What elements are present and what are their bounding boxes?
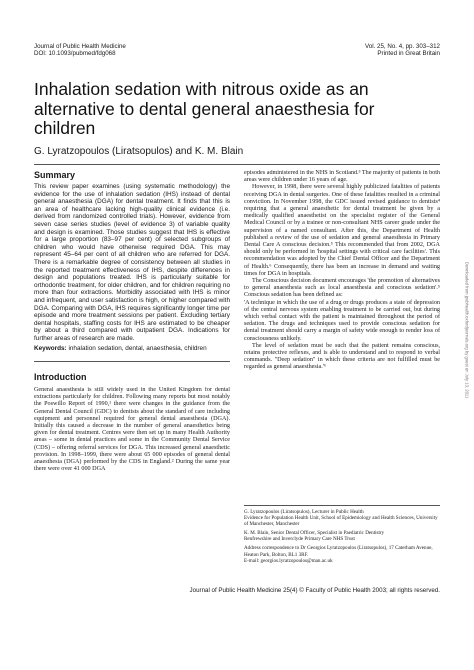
authors: G. Lyratzopoulos (Liratsopulos) and K. M. Blain <box>34 146 244 157</box>
keywords <box>34 345 230 353</box>
download-watermark: Downloaded from jpubhealth.oxfordjournals.org by guest on July 13, 2011 <box>464 261 470 399</box>
summary-paragraph: This review paper examines (using systematic methodology) the evidence for the use of inhalation sedation (IHS) instead of dental general anaesthesia (DGA) for dental treatment. It finds that this is an area of healthcare lacking high-quality clinical evidence (i.e. derived from randomized controlled trials). However, evidence from seven case series studies (level of evidence 3) of variable quality and design is examined. Those studies suggest that IHS is effective for a large proportion (83–97 per cent) of selected subgroups of children who would have otherwise required DGA. This may represent 45–64 per cent of all children who are referred for DGA. There is a remarkable degree of consistency between all studies in the reported treatment effectiveness of IHS, despite differences in design and populations treated. IHS is particularly suitable for orthodontic treatment, for older children, and for children requiring no more than four extractions. Morbidity associated with IHS is minor and infrequent, and user satisfaction is high, or higher compared with DGA. Comparing with DGA, IHS requires significantly longer time per episode and more treatment sessions per patient. Excluding tertiary dental hospitals, staffing costs for IHS are estimated to be cheaper by about a third compared with outpatient DGA. Indications for further areas of research are made. <box>34 183 230 342</box>
author-affiliations <box>244 509 440 564</box>
definition-quote: 'A technique in which the use of a drug or drugs produces a state of depression of the central nervous system enabling treatment to be carried out, but during which verbal contact with the patient is maintained throughout the period of sedation. The drugs and techniques used to provide conscious sedation for dental treatment should carry a margin of safety wide enough to render loss of consciousness unlikely. <box>244 299 440 342</box>
right-column-text <box>244 170 440 502</box>
correspondence-email: E-mail: georgios.lyratzopoulos@man.ac.uk <box>244 557 333 564</box>
affiliation-2-detail: Renfrewshire and Inverclyde Primary Care NHS Trust <box>244 536 355 543</box>
summary-divider <box>34 361 230 362</box>
affiliation-2: K. M. Blain, Senior Dental Officer, Specialist in Paediatric Dentistry <box>244 530 385 537</box>
correspondence-address: Address correspondence to Dr Georgios Lyratzopoulos (Liratsopulos), 17 Caterham Avenue, Heaton Park, Bolton, BL1 3RF. <box>244 545 433 558</box>
journal-name: Journal of Public Health Medicine <box>34 43 126 50</box>
article-title <box>34 80 454 139</box>
page-footer: Journal of Public Health Medicine 25(4) © Faculty of Public Health 2003; all rights reserved. <box>189 587 440 594</box>
title-line-2: alternative to dental general anaesthesia for <box>34 98 375 119</box>
affiliation-1: G. Lyratzopoulos (Liratsopulos), Lecturer in Public Health <box>244 509 364 515</box>
body-paragraph-3: The Conscious decision document encourages 'the promotion of alternatives to general anaesthesia such as local anaesthesia and conscious sedation'.⁵ Conscious sedation has been defined as: <box>244 278 440 299</box>
affiliation-1-detail: Evidence for Population Health Unit, School of Epidemiology and Health Sciences, University of Manchester, Manchester <box>244 515 438 528</box>
printed-location: Printed in Great Britain <box>377 50 440 58</box>
introduction-heading: Introduction <box>34 372 87 382</box>
keywords-text: inhalation sedation, dental, anaesthesia, children <box>68 345 207 352</box>
body-paragraph-4: The level of sedation must be such that the patient remains conscious, retains protective reflexes, and is able to understand and to respond to verbal commands. "Deep sedation" in which these criteria are not fulfilled must be regarded as general anaesthesia.'⁶ <box>244 342 440 371</box>
introduction-text <box>34 387 230 583</box>
body-paragraph-2: However, in 1998, there were several highly publicized fatalities of patients receiving DGA in dental surgeries. One of these fatalities resulted in a criminal conviction. In November 1998, the GDC issued revised guidance to dentists⁴ requiring that a general anaesthetic for dental treatment be given by a medically qualified anaesthetist on the specialist register of the General Medical Council or by a trainee or non-consultant NHS career grade under the supervision of a named consultant. After this, the Department of Health published a review of the use of sedation and general anaesthesia in Primary Dental Care A conscious decision.⁵ This recommended that from 2002, DGA should only be performed in 'hospital settings with critical care facilities'. This recommendation was adopted by the Chief Dental Officer and the Department of Health.⁶ Consequently, there has been an increase in demand and waiting times for DGA in hospitals. <box>244 184 440 277</box>
title-line-1: Inhalation sedation with nitrous oxide as an <box>34 79 369 99</box>
summary-heading: Summary <box>34 170 76 180</box>
body-paragraph-1: episodes administered in the NHS in Scotland.³ The majority of patients in both areas were children under 16 years of age. <box>244 170 440 184</box>
keywords-label: Keywords: <box>34 345 67 352</box>
volume-pages: Vol. 25, No. 4, pp. 303–312 <box>365 43 440 50</box>
summary-text <box>34 183 230 343</box>
doi: DOI: 10.1093/pubmed/fdg068 <box>34 50 116 58</box>
affiliations-divider <box>244 505 440 506</box>
title-divider <box>34 164 440 165</box>
title-line-3: children <box>34 118 96 138</box>
introduction-paragraph-1: General anaesthesia is still widely used in the United Kingdom for dental extractions particularly for children. Following many reports but most notably the Poswillo Report of 1990,¹ there were changes in the guidance from the General Dental Council (GDC) to dentists about the standard of care including equipment and personnel required for general dental anaesthesia (DGA). Initially this caused a decrease in the number of general anaesthetics being given for dental treatment. Centres were then set up in many Health Authority areas – some in dental practices and some in the Community Dental Service (CDS) – offering referral services for DGA. This increased general anaesthetic provision. In 1998–1999, there were about 65 000 episodes of general dental anaesthesia (DGA) performed by the CDS in England.² During the same year there were over 41 000 DGA <box>34 387 230 473</box>
running-header-left <box>34 43 126 58</box>
running-header-right <box>365 43 440 58</box>
